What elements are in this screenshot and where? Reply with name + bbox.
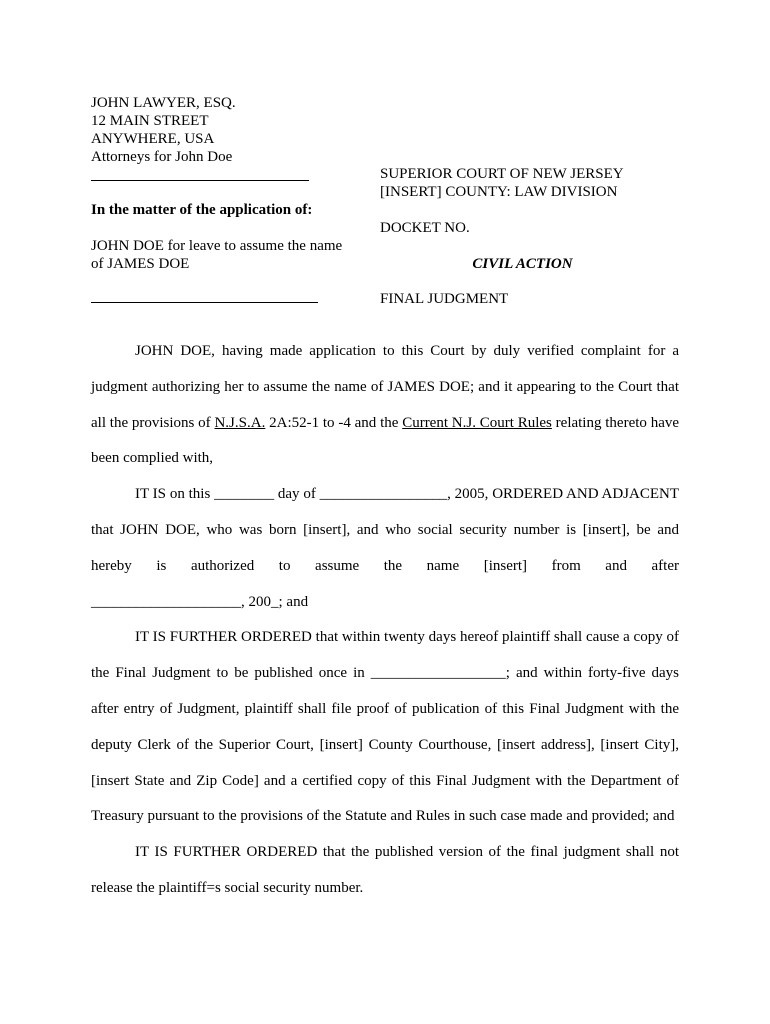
attorney-block — [91, 94, 371, 166]
docket-number: DOCKET NO. — [380, 220, 470, 236]
matter-line-1: JOHN DOE for leave to assume the name — [91, 238, 343, 254]
paragraph-4: IT IS FURTHER ORDERED that the published version of the final judgment shall not release the plaintiff=s social security number. — [91, 844, 679, 896]
paragraph-2-tail: ____________________, 200_; and — [91, 593, 309, 610]
matter-heading: In the matter of the application of: — [91, 202, 313, 218]
judgment-body — [91, 334, 679, 907]
matter-line-2: of JAMES DOE — [91, 256, 190, 272]
attorney-name: JOHN LAWYER, ESQ. — [91, 95, 236, 111]
paragraph-2: IT IS on this ________ day of _________________, 2005, ORDERED AND ADJACENT that JOHN DOE, who was born [insert], and who social security number is [insert], be and hereby is authorized to assume the name [insert] from and after — [91, 486, 679, 574]
caption-rule-top — [91, 180, 309, 181]
court-division: [INSERT] COUNTY: LAW DIVISION — [380, 184, 618, 200]
paragraph-3: IT IS FURTHER ORDERED that within twenty days hereof plaintiff shall cause a copy of the Final Judgment to be published once in __________________; and within forty-five days after entry of Judgment, plaintiff shall file proof of publication of this Final Judgment with the deputy Clerk of the Superior Court, [insert] County Courthouse, [insert address], [insert City], [insert State and Zip Code] and a certified copy of this Final Judgment with the Department of Treasury pursuant to the provisions of the Statute and Rules in such case made and provided; and — [91, 629, 679, 825]
court-name: SUPERIOR COURT OF NEW JERSEY — [380, 166, 624, 182]
attorney-street: 12 MAIN STREET — [91, 113, 209, 129]
paragraph-1: JOHN DOE, having made application to this Court by duly verified complaint for a judgment authorizing her to assume the name of JAMES DOE; and it appearing to the Court that all the provisions of N.J.S.A. 2A:52-1 to -4 and the Current N.J. Court Rules relating thereto have been complied with, — [91, 343, 680, 467]
caption-rule-bottom — [91, 302, 318, 303]
statute-citation: N.J.S.A. — [214, 414, 266, 431]
document-title: FINAL JUDGMENT — [380, 291, 509, 307]
court-rules-citation: Current N.J. Court Rules — [402, 414, 552, 431]
attorney-city: ANYWHERE, USA — [91, 131, 215, 147]
civil-action: CIVIL ACTION — [472, 256, 573, 272]
attorney-role: Attorneys for John Doe — [91, 149, 233, 165]
